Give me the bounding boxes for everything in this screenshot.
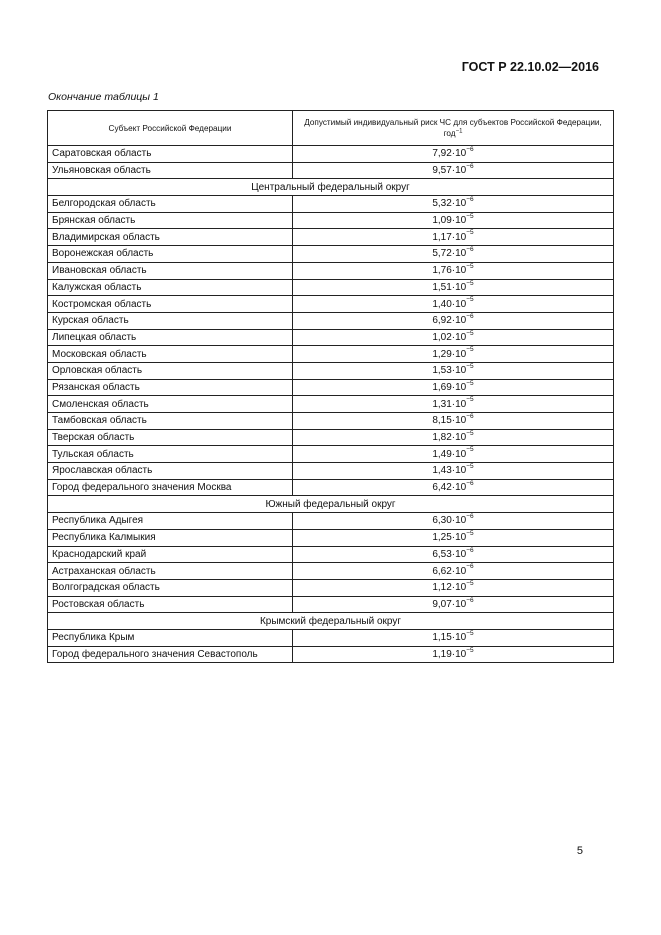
risk-value	[293, 446, 614, 463]
risk-value-mantissa: 9,07·10	[432, 598, 467, 610]
table-row	[48, 529, 614, 546]
subject-name: Саратовская область	[48, 146, 293, 163]
risk-value-mantissa: 8,15·10	[432, 415, 467, 427]
subject-name: Калужская область	[48, 279, 293, 296]
subject-name: Тверская область	[48, 429, 293, 446]
subject-name: Курская область	[48, 312, 293, 329]
risk-value-mantissa: 5,32·10	[432, 198, 467, 210]
page-number: 5	[576, 845, 583, 857]
risk-value-mantissa: 5,72·10	[432, 248, 467, 260]
table-row	[48, 329, 614, 346]
risk-value	[293, 463, 614, 480]
risk-value-mantissa: 1,49·10	[432, 448, 467, 460]
subject-name: Рязанская область	[48, 379, 293, 396]
risk-value	[293, 162, 614, 179]
risk-value	[293, 329, 614, 346]
subject-name: Город федерального значения Москва	[48, 479, 293, 496]
risk-value	[293, 296, 614, 313]
table-row	[48, 579, 614, 596]
subject-name: Город федерального значения Севастополь	[48, 646, 293, 663]
risk-value-exponent: −6	[466, 513, 474, 521]
table-row	[48, 463, 614, 480]
risk-value-exponent: −5	[466, 463, 474, 471]
risk-value-mantissa: 1,51·10	[432, 281, 467, 293]
risk-value-exponent: −5	[466, 212, 474, 220]
risk-value-mantissa: 6,30·10	[432, 515, 467, 527]
risk-value-exponent: −6	[466, 312, 474, 320]
risk-value	[293, 646, 614, 663]
risk-table	[47, 110, 614, 663]
risk-value-exponent: −6	[466, 479, 474, 487]
risk-value-mantissa: 1,40·10	[432, 298, 467, 310]
risk-value-mantissa: 1,25·10	[432, 532, 467, 544]
risk-value	[293, 396, 614, 413]
risk-value-mantissa: 1,29·10	[432, 348, 467, 360]
risk-value-exponent: −6	[466, 596, 474, 604]
district-name: Южный федеральный округ	[48, 496, 614, 513]
subject-name: Владимирская область	[48, 229, 293, 246]
table-row	[48, 379, 614, 396]
subject-name: Республика Адыгея	[48, 513, 293, 530]
subject-name: Республика Крым	[48, 629, 293, 646]
risk-value-mantissa: 1,17·10	[432, 231, 467, 243]
risk-value-mantissa: 1,31·10	[432, 398, 467, 410]
subject-name: Волгоградская область	[48, 579, 293, 596]
risk-value-exponent: −5	[466, 279, 474, 287]
risk-value-mantissa: 6,92·10	[432, 315, 467, 327]
table-row	[48, 246, 614, 263]
subject-name: Смоленская область	[48, 396, 293, 413]
table-row	[48, 262, 614, 279]
risk-value-mantissa: 1,15·10	[432, 632, 467, 644]
risk-value-exponent: −6	[466, 162, 474, 170]
risk-value	[293, 146, 614, 163]
risk-value-mantissa: 1,43·10	[432, 465, 467, 477]
district-name: Крымский федеральный округ	[48, 613, 614, 630]
table-row	[48, 212, 614, 229]
table-row	[48, 396, 614, 413]
table-row	[48, 346, 614, 363]
table-row	[48, 629, 614, 646]
risk-value-exponent: −6	[466, 563, 474, 571]
risk-value	[293, 379, 614, 396]
risk-value-exponent: −6	[466, 246, 474, 254]
risk-value	[293, 563, 614, 580]
risk-value	[293, 262, 614, 279]
risk-value-mantissa: 1,53·10	[432, 365, 467, 377]
subject-name: Костромская область	[48, 296, 293, 313]
risk-value-mantissa: 9,57·10	[432, 165, 467, 177]
column-header-risk-unit-exponent: −1	[455, 128, 463, 135]
document-code: ГОСТ Р 22.10.02—2016	[461, 60, 599, 74]
table-row	[48, 513, 614, 530]
risk-value	[293, 529, 614, 546]
table-row	[48, 362, 614, 379]
table-body	[48, 146, 614, 663]
risk-value-exponent: −5	[466, 329, 474, 337]
subject-name: Астраханская область	[48, 563, 293, 580]
subject-name: Московская область	[48, 346, 293, 363]
risk-value-exponent: −5	[466, 529, 474, 537]
table-row	[48, 446, 614, 463]
table-row	[48, 646, 614, 663]
table-row	[48, 196, 614, 213]
risk-value-exponent: −5	[466, 346, 474, 354]
risk-value	[293, 429, 614, 446]
risk-value	[293, 413, 614, 430]
table-row	[48, 413, 614, 430]
risk-value-mantissa: 1,09·10	[432, 215, 467, 227]
risk-value-mantissa: 7,92·10	[432, 148, 467, 160]
subject-name: Брянская область	[48, 212, 293, 229]
risk-value	[293, 312, 614, 329]
table-caption: Окончание таблицы 1	[48, 91, 159, 103]
column-header-subject: Субъект Российской Федерации	[48, 111, 293, 146]
risk-value	[293, 479, 614, 496]
risk-value-mantissa: 1,19·10	[432, 648, 467, 660]
subject-name: Республика Калмыкия	[48, 529, 293, 546]
risk-value-exponent: −5	[466, 296, 474, 304]
risk-value-mantissa: 1,76·10	[432, 265, 467, 277]
risk-value	[293, 229, 614, 246]
risk-value	[293, 279, 614, 296]
risk-value-exponent: −5	[466, 629, 474, 637]
risk-value-exponent: −6	[466, 146, 474, 154]
district-row	[48, 179, 614, 196]
risk-value	[293, 346, 614, 363]
risk-value-mantissa: 1,12·10	[432, 582, 467, 594]
risk-value-exponent: −5	[466, 579, 474, 587]
risk-value-exponent: −5	[466, 362, 474, 370]
subject-name: Ярославская область	[48, 463, 293, 480]
subject-name: Липецкая область	[48, 329, 293, 346]
subject-name: Воронежская область	[48, 246, 293, 263]
district-row	[48, 496, 614, 513]
table-row	[48, 479, 614, 496]
table-row	[48, 296, 614, 313]
risk-value-mantissa: 6,62·10	[432, 565, 467, 577]
risk-value-exponent: −5	[466, 262, 474, 270]
risk-value	[293, 546, 614, 563]
district-row	[48, 613, 614, 630]
risk-value-exponent: −5	[466, 229, 474, 237]
table-header-row	[48, 111, 614, 146]
risk-value	[293, 212, 614, 229]
column-header-risk	[293, 111, 614, 146]
risk-value-mantissa: 1,82·10	[432, 432, 467, 444]
subject-name: Ростовская область	[48, 596, 293, 613]
subject-name: Тамбовская область	[48, 413, 293, 430]
subject-name: Белгородская область	[48, 196, 293, 213]
table-row	[48, 279, 614, 296]
risk-value-mantissa: 1,02·10	[432, 331, 467, 343]
column-header-risk-text: Допустимый индивидуальный риск ЧС для субъектов Российской Федерации, год	[304, 118, 602, 138]
table-row	[48, 429, 614, 446]
subject-name: Ивановская область	[48, 262, 293, 279]
subject-name: Орловская область	[48, 362, 293, 379]
risk-value-exponent: −5	[466, 446, 474, 454]
district-name: Центральный федеральный округ	[48, 179, 614, 196]
table-row	[48, 146, 614, 163]
subject-name: Краснодарский край	[48, 546, 293, 563]
risk-value	[293, 196, 614, 213]
risk-value-mantissa: 1,69·10	[432, 381, 467, 393]
risk-value-exponent: −6	[466, 546, 474, 554]
table-row	[48, 312, 614, 329]
risk-value-mantissa: 6,42·10	[432, 482, 467, 494]
risk-value	[293, 362, 614, 379]
risk-value	[293, 246, 614, 263]
risk-value	[293, 513, 614, 530]
table-row	[48, 229, 614, 246]
subject-name: Ульяновская область	[48, 162, 293, 179]
risk-value-exponent: −6	[466, 196, 474, 204]
risk-value-exponent: −5	[466, 429, 474, 437]
risk-value-exponent: −5	[466, 396, 474, 404]
table-row	[48, 162, 614, 179]
table-row	[48, 546, 614, 563]
risk-value	[293, 579, 614, 596]
risk-value-exponent: −6	[466, 413, 474, 421]
risk-value-exponent: −5	[466, 379, 474, 387]
risk-value	[293, 629, 614, 646]
table-row	[48, 563, 614, 580]
risk-value-mantissa: 6,53·10	[432, 548, 467, 560]
risk-value	[293, 596, 614, 613]
subject-name: Тульская область	[48, 446, 293, 463]
table-row	[48, 596, 614, 613]
risk-value-exponent: −5	[466, 646, 474, 654]
